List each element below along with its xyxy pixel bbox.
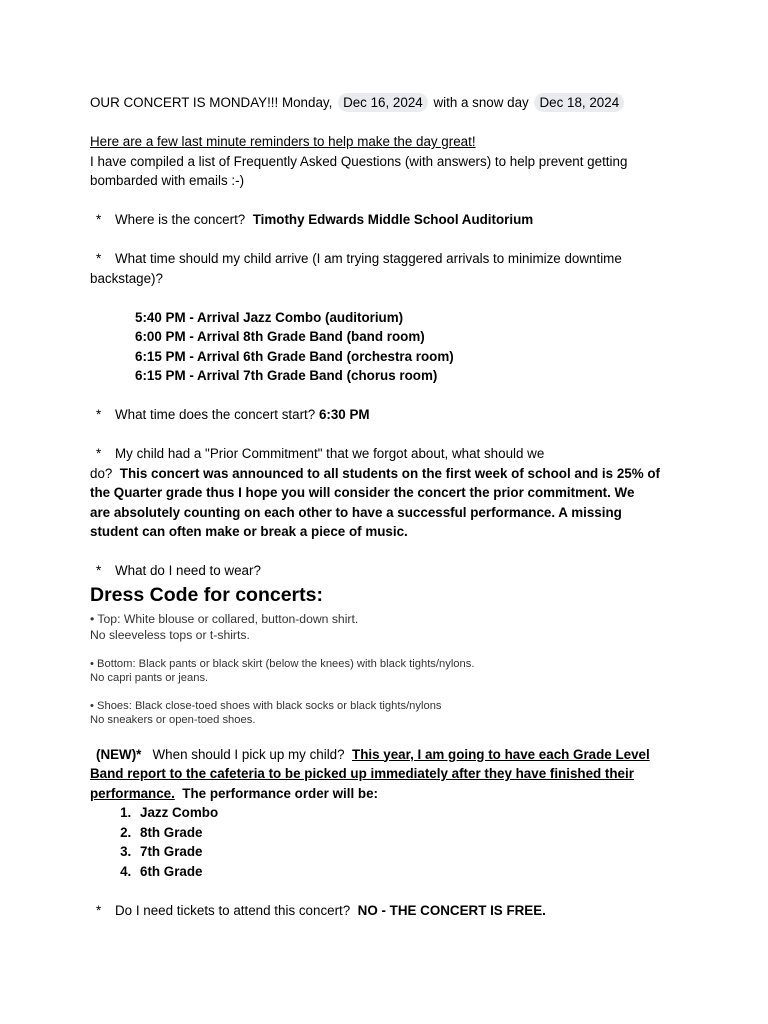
bullet-star: * bbox=[96, 902, 102, 918]
bullet-star: * bbox=[96, 446, 102, 461]
arrival-text: 6:15 PM - Arrival 7th Grade Band (chorus room) bbox=[135, 368, 438, 383]
dress-code-top bbox=[90, 611, 690, 644]
answer-text: student can often make or break a piece of music. bbox=[90, 524, 408, 539]
answer-text: Timothy Edwards Middle School Auditorium bbox=[252, 212, 534, 227]
question-text: What time does the concert start? bbox=[115, 407, 316, 422]
bullet-star: * bbox=[96, 251, 102, 266]
document-body bbox=[90, 93, 690, 920]
faq-where bbox=[90, 210, 690, 230]
announcement-middle: with a snow day bbox=[433, 95, 529, 110]
list-item: 2. 8th Grade bbox=[135, 823, 690, 843]
faq-prior-line-3 bbox=[90, 483, 690, 503]
question-text: What time should my child arrive (I am trying staggered arrivals to minimize downtime bbox=[115, 251, 622, 266]
dress-code-text: • Shoes: Black close-toed shoes with black socks or black tights/nylons bbox=[90, 699, 442, 712]
faq-intro-line-2: bombarded with emails :-) bbox=[90, 173, 245, 188]
faq-prior-line-5 bbox=[90, 522, 690, 542]
list-item: 1. Jazz Combo bbox=[135, 803, 690, 823]
answer-text: the Quarter grade thus I hope you will consider the concert the prior commitment. We bbox=[90, 485, 635, 500]
arrival-text: 6:00 PM - Arrival 8th Grade Band (band room) bbox=[135, 329, 425, 344]
question-text: My child had a "Prior Commitment" that we forgot about, what should we bbox=[115, 446, 545, 461]
question-text: Where is the concert? bbox=[115, 212, 246, 227]
dress-code-heading: Dress Code for concerts: bbox=[90, 583, 323, 606]
dress-code-bottom bbox=[90, 657, 690, 686]
faq-pickup bbox=[90, 745, 690, 765]
answer-text: The performance order will be: bbox=[182, 785, 378, 801]
faq-prior-line-4 bbox=[90, 503, 690, 523]
answer-text: This year, I am going to have each Grade Level bbox=[352, 746, 650, 762]
answer-text: performance. bbox=[90, 785, 175, 801]
faq-start bbox=[90, 405, 690, 425]
performance-order-list bbox=[90, 803, 690, 881]
dress-code-text: • Top: White blouse or collared, button-down shirt. bbox=[90, 611, 359, 626]
bullet-star: * bbox=[96, 212, 102, 227]
question-text: What do I need to wear? bbox=[115, 563, 261, 578]
faq-arrive bbox=[90, 249, 690, 269]
arrival-item bbox=[90, 366, 690, 386]
concert-date-chip[interactable]: Dec 16, 2024 bbox=[338, 93, 428, 112]
announcement-prefix: OUR CONCERT IS MONDAY!!! Monday, bbox=[90, 95, 333, 110]
answer-text: Band report to the cafeteria to be picked up immediately after they have finished their bbox=[90, 766, 634, 781]
faq-intro-line-1: I have compiled a list of Frequently Asked Questions (with answers) to help prevent getting bbox=[90, 153, 628, 169]
dress-code-shoes bbox=[90, 699, 690, 728]
answer-text: NO - THE CONCERT IS FREE. bbox=[357, 902, 546, 918]
bullet-star: * bbox=[96, 407, 102, 422]
answer-text: This concert was announced to all students on the first week of school and is 25% of bbox=[119, 465, 660, 481]
arrival-item bbox=[90, 347, 690, 367]
faq-pickup-line-3 bbox=[90, 784, 690, 804]
list-item: 3. 7th Grade bbox=[135, 842, 690, 862]
question-text: When should I pick up my child? bbox=[152, 746, 345, 762]
faq-pickup-line-2 bbox=[90, 764, 690, 784]
dress-code-text: No sleeveless tops or t-shirts. bbox=[90, 628, 250, 642]
answer-text: 6:30 PM bbox=[318, 407, 370, 422]
arrival-item bbox=[90, 327, 690, 347]
list-item: 4. 6th Grade bbox=[135, 862, 690, 882]
snow-day-date-chip[interactable]: Dec 18, 2024 bbox=[534, 93, 624, 112]
arrival-item bbox=[90, 308, 690, 328]
answer-text: are absolutely counting on each other to have a successful performance. A missing bbox=[90, 504, 622, 520]
dress-code-text: • Bottom: Black pants or black skirt (below the knees) with black tights/nylons. bbox=[90, 657, 475, 670]
question-text: Do I need tickets to attend this concert? bbox=[115, 902, 351, 918]
dress-code-text: No sneakers or open-toed shoes. bbox=[90, 714, 256, 726]
new-tag: (NEW)* bbox=[96, 746, 142, 762]
dress-code-text: No capri pants or jeans. bbox=[90, 672, 209, 684]
bullet-star: * bbox=[96, 563, 102, 578]
faq-arrive-line-2: backstage)? bbox=[90, 270, 163, 286]
faq-prior-line-2 bbox=[90, 464, 690, 484]
faq-wear bbox=[90, 561, 690, 581]
concert-announcement bbox=[90, 93, 690, 113]
arrival-text: 5:40 PM - Arrival Jazz Combo (auditorium) bbox=[135, 309, 404, 325]
question-text: do? bbox=[90, 465, 113, 481]
faq-tickets bbox=[90, 901, 690, 921]
faq-prior bbox=[90, 444, 690, 464]
arrival-text: 6:15 PM - Arrival 6th Grade Band (orchestra room) bbox=[135, 348, 454, 364]
reminders-heading: Here are a few last minute reminders to help make the day great! bbox=[90, 134, 476, 149]
